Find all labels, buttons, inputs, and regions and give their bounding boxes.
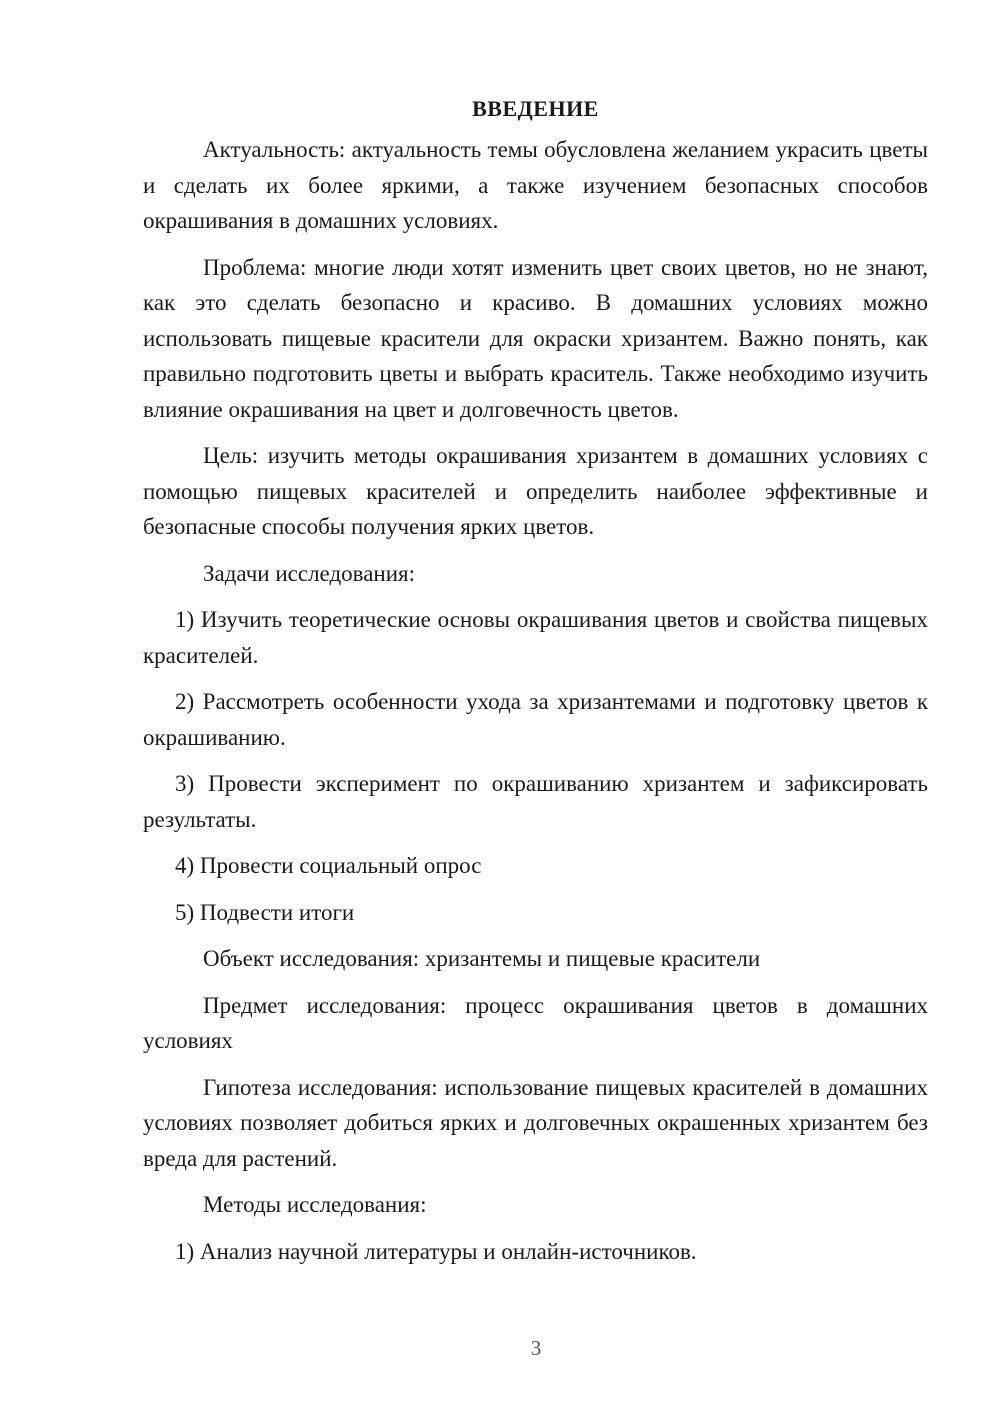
task-item: 5) Подвести итоги [175, 899, 355, 925]
subject-paragraph: Предмет исследования: процесс окрашивания цветов в домашних условиях [143, 992, 928, 1053]
hypothesis-paragraph: Гипотеза исследования: использование пищевых красителей в домашних условиях позволяет добиться ярких и долговечных окрашенных хризантем без вреда для растений. [143, 1074, 928, 1171]
problem-paragraph: Проблема: многие люди хотят изменить цвет своих цветов, но не знают, как это сделать безопасно и красиво. В домашних условиях можно использовать пищевые красители для окраски хризантем. Важно понять, как правильно подготовить цветы и выбрать краситель. Также необходимо изучить влияние окрашивания на цвет и долговечность цветов. [143, 254, 928, 422]
page-number [72, 1336, 1000, 1361]
object-paragraph: Объект исследования: хризантемы и пищевые красители [203, 946, 761, 971]
task-item: 3) Провести эксперимент по окрашиванию хризантем и зафиксировать результаты. [143, 771, 928, 832]
task-item: 1) Изучить теоретические основы окрашивания цветов и свойства пищевых красителей. [143, 607, 928, 668]
section-heading: ВВЕДЕНИЕ [472, 96, 599, 121]
task-item: 2) Рассмотреть особенности ухода за хризантемами и подготовку цветов к окрашиванию. [143, 689, 928, 750]
relevance-paragraph: Актуальность: актуальность темы обусловлена желанием украсить цветы и сделать их более яркими, а также изучением безопасных способов окрашивания в домашних условиях. [143, 137, 928, 233]
goal-paragraph: Цель: изучить методы окрашивания хризантем в домашних условиях с помощью пищевых красителей и определить наиболее эффективные и безопасные способы получения ярких цветов. [143, 443, 928, 539]
page-number-text: 3 [530, 1336, 542, 1360]
page-content [143, 90, 928, 1280]
method-item: 1) Анализ научной литературы и онлайн-источников. [175, 1238, 697, 1264]
methods-title: Методы исследования: [203, 1192, 427, 1217]
tasks-title: Задачи исследования: [203, 560, 416, 586]
task-item: 4) Провести социальный опрос [175, 853, 482, 878]
